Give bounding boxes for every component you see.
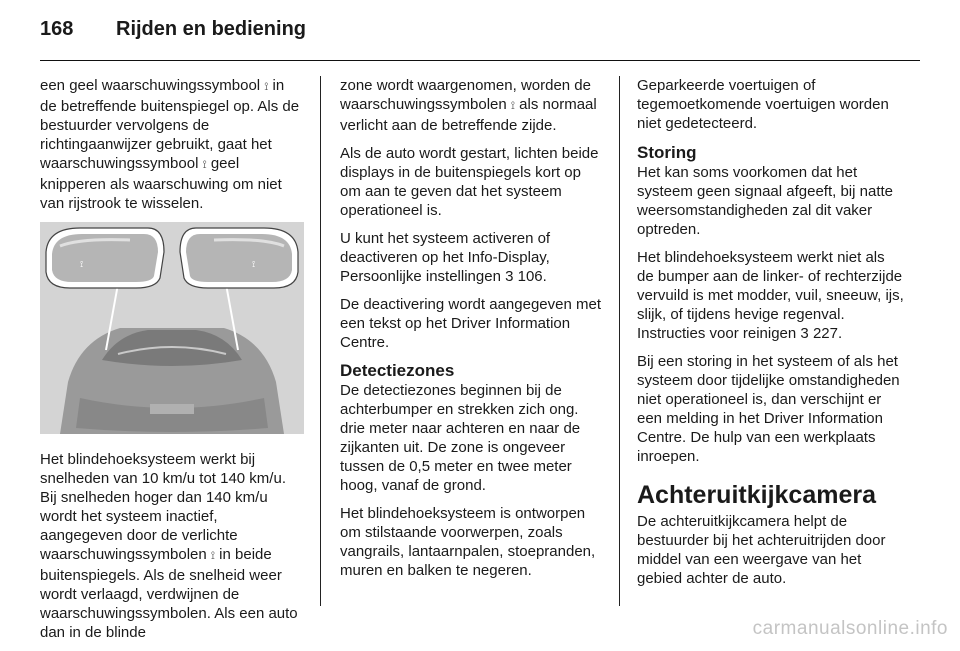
- paragraph: Geparkeerde voertuigen of tegemoetkomende voertuigen worden niet gedetecteerd.: [637, 77, 889, 132]
- paragraph: Het blindehoeksysteem is ontworpen om stilstaande voorwerpen, zoals vangrails, lantaarnpalen, stoepranden, muren en balken te negeren.: [340, 505, 596, 579]
- section-heading-achteruitkijkcamera: Achteruitkijkcamera: [637, 481, 877, 509]
- subheading-storing: Storing: [637, 143, 697, 162]
- blind-spot-warning-icon: ⟟: [202, 159, 207, 171]
- column-divider-right: [619, 76, 620, 606]
- paragraph: Het kan soms voorkomen dat het systeem geen signaal afgeeft, bij natte weersomstandigheden zal dit vaker optreden.: [637, 164, 893, 238]
- paragraph: Het blindehoeksysteem werkt bij snelheden van 10 km/u tot 140 km/u. Bij snelheden hoger dan 140 km/u wordt het systeem inactief, aangegeven door de verlichte waarschuwingssymbolen ⟟ in beide buitenspiegels. Als de snelheid weer wordt verlaagd, verdwijnen de waarschuwingssymbolen. Als een auto dan in de blinde: [40, 451, 298, 641]
- page-number: 168: [40, 18, 74, 40]
- page-reference-arrow-icon: 3: [505, 268, 514, 285]
- paragraph: De achteruitkijkcamera helpt de bestuurder bij het achteruitrijden door middel van een weergave van het gebied achter de auto.: [637, 513, 886, 587]
- page-reference[interactable]: 106: [517, 268, 543, 285]
- page-reference-arrow-icon: 3: [800, 325, 809, 342]
- paragraph: een geel waarschuwingssymbool ⟟ in de betreffende buitenspiegel op. Als de bestuurder vervolgens de richtingaanwijzer gebruikt, gaat het waarschuwingssymbool ⟟ geel knipperen als waarschuwing om niet van rijstrook te wisselen.: [40, 77, 300, 212]
- paragraph: Als de auto wordt gestart, lichten beide displays in de buitenspiegels kort op om aan te geven dat het systeem operationeel is.: [340, 145, 599, 219]
- mirror-warning-icon: ⟟: [80, 259, 84, 269]
- paragraph: De detectiezones beginnen bij de achterbumper en strekken zich ong. drie meter naar achteren en naar de zijkanten uit. De zone is ongeveer tussen de 0,5 meter en twee meter hoog, vanaf de grond.: [340, 382, 581, 494]
- paragraph: De deactivering wordt aangegeven met een tekst op het Driver Information Centre.: [340, 296, 601, 351]
- column-1: [40, 76, 304, 651]
- paragraph: zone wordt waargenomen, worden de waarschuwingssymbolen ⟟ als normaal verlicht aan de betreffende zijde.: [340, 77, 597, 134]
- side-mirror-illustration: [40, 222, 304, 434]
- column-3: [637, 76, 905, 597]
- watermark: carmanualsonline.info: [752, 618, 948, 639]
- column-2: [340, 76, 604, 589]
- blind-spot-warning-icon: ⟟: [210, 550, 216, 562]
- blind-spot-warning-icon: ⟟: [264, 81, 269, 93]
- paragraph: Het blindehoeksysteem werkt niet als de bumper aan de linker- of rechterzijde vervuild is met modder, vuil, sneeuw, ijs, slijk, of tijdens hevige regenval. Instructies voor reinigen 3 227.: [637, 249, 904, 342]
- paragraph: Bij een storing in het systeem of als het systeem door tijdelijke omstandigheden niet operationeel is, dan verschijnt er een melding in het Driver Information Centre. De hulp van een werkplaats inroepen.: [637, 353, 900, 465]
- column-divider-left: [320, 76, 321, 606]
- header-rule: [40, 60, 920, 61]
- paragraph: U kunt het systeem activeren of deactiveren op het Info-Display, Persoonlijke instellingen 3 106.: [340, 230, 551, 285]
- page-reference[interactable]: 227: [812, 325, 838, 342]
- page-header: [40, 18, 920, 48]
- subheading-detectiezones: Detectiezones: [340, 361, 455, 380]
- chapter-title: Rijden en bediening: [116, 18, 307, 40]
- blind-spot-warning-icon: ⟟: [510, 100, 516, 112]
- mirror-warning-icon: ⟟: [252, 259, 256, 269]
